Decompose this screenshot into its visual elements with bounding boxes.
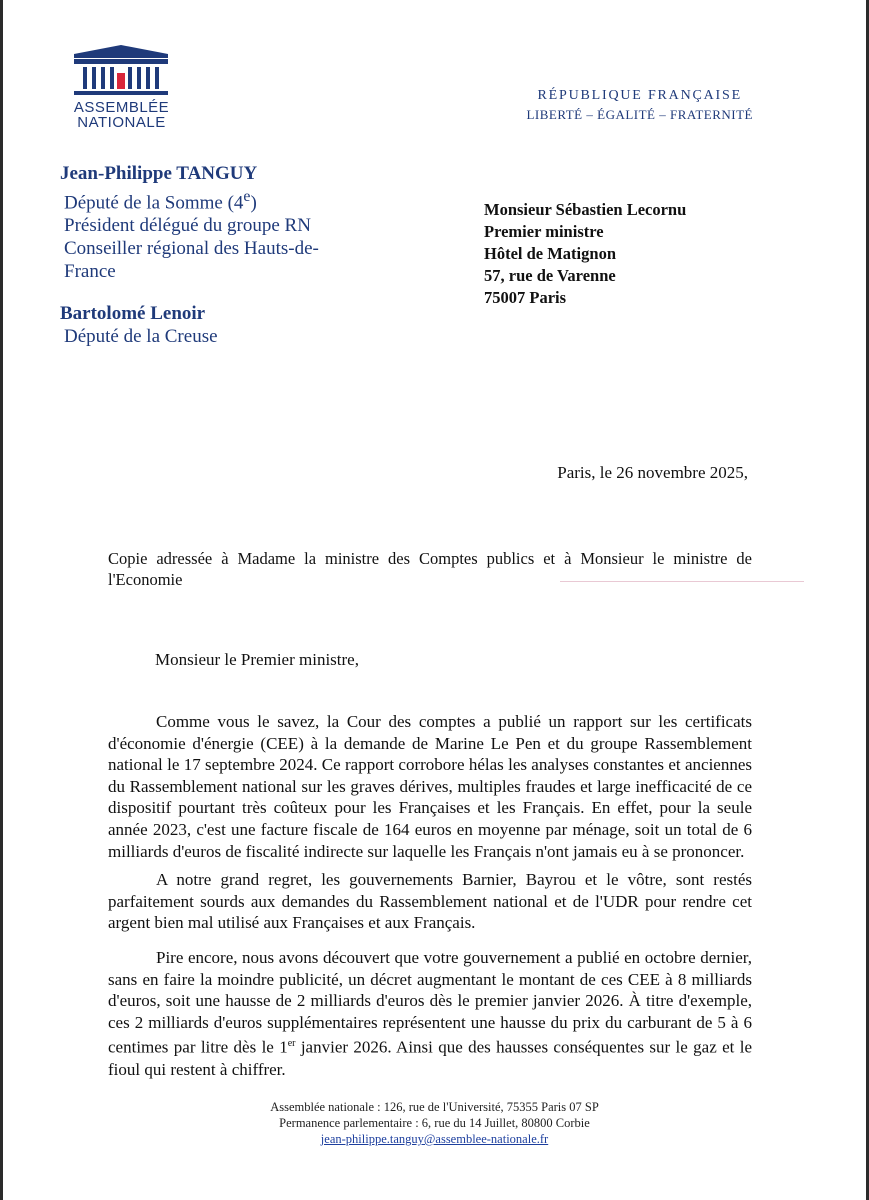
footer-email-link[interactable]: jean-philippe.tanguy@assemblee-nationale.fr <box>320 1132 549 1146</box>
sender-block-1 <box>60 162 354 283</box>
body-paragraph-3 <box>108 947 752 1080</box>
letter-footer <box>0 1099 869 1147</box>
copy-notice: Copie adressée à Madame la ministre des Comptes publics et à Monsieur le ministre de l'Economie <box>108 549 752 589</box>
paragraph-text: A notre grand regret, les gouvernements Barnier, Bayrou et le vôtre, sont restés parfaitement sourds aux demandes du Rassemblement national et de l'UDR pour rendre cet argent bien mal utilisé aux Françaises et aux Français. <box>108 870 752 933</box>
logo-line-2: NATIONALE <box>77 114 166 131</box>
sender-role: Député de la Somme (4e) <box>64 188 257 214</box>
decorative-rule <box>560 581 804 582</box>
body-paragraph-1 <box>108 711 752 862</box>
paragraph-text: Comme vous le savez, la Cour des comptes a publié un rapport sur les certificats d'économie d'énergie (CEE) à la demande de Marine Le Pen et du groupe Rassemblement national le 17 septembre 2024. Ce rapport corrobore hélas les analyses constantes et anciennes du Rassemblement national sur les graves dérives, multiples fraudes et large inefficacité de ce dispositif pourtant très coûteux pour les Françaises et les Français. En effet, pour la seule année 2023, c'est une facture fiscale de 164 euros en moyenne par ménage, soit un total de 6 milliards d'euros de fiscalité indirecte sur laquelle les Français n'ont jamais eu à se prononcer. <box>108 712 752 861</box>
sender-name: Bartolomé Lenoir <box>60 303 206 324</box>
sender-name: Jean-Philippe TANGUY <box>60 163 258 184</box>
recipient-address <box>484 199 686 309</box>
republic-motto: LIBERTÉ – ÉGALITÉ – FRATERNITÉ <box>526 107 753 122</box>
body-paragraph-2 <box>108 869 752 934</box>
recipient-building: Hôtel de Matignon <box>484 244 616 263</box>
logo-wordmark <box>64 100 179 130</box>
letter-date: Paris, le 26 novembre 2025, <box>557 463 748 482</box>
republic-name: RÉPUBLIQUE FRANÇAISE <box>537 88 742 103</box>
footer-permanence: Permanence parlementaire : 6, rue du 14 Juillet, 80800 Corbie <box>279 1116 590 1130</box>
sender-block-2 <box>60 302 354 348</box>
recipient-street: 57, rue de Varenne <box>484 266 616 285</box>
left-border <box>0 0 3 1200</box>
recipient-name: Monsieur Sébastien Lecornu <box>484 200 687 219</box>
recipient-title: Premier ministre <box>484 222 604 241</box>
recipient-city: 75007 Paris <box>484 288 567 307</box>
paragraph-text: Pire encore, nous avons découvert que votre gouvernement a publié en octobre dernier, sans en faire la moindre publicité, un décret augmentant le montant de ces CEE à 8 milliards d'euros, soit une hausse de 2 milliards d'euros dès le premier janvier 2026. À titre d'exemple, ces 2 milliards d'euros supplémentaires représentent une hausse du prix du carburant de 5 à 6 centimes par litre dès le 1er janvier 2026. Ainsi que des hausses conséquentes sur le gaz et le fioul qui restent à chiffrer. <box>108 948 753 1079</box>
logo-line-1: ASSEMBLÉE <box>73 99 170 116</box>
republic-header <box>526 88 753 123</box>
sender-role: Conseiller régional des Hauts-de-France <box>64 238 319 283</box>
footer-address: Assemblée nationale : 126, rue de l'Université, 75355 Paris 07 SP <box>270 1100 599 1114</box>
salutation: Monsieur le Premier ministre, <box>155 650 359 669</box>
sender-role: Président délégué du groupe RN <box>64 215 311 237</box>
sender-role: Député de la Creuse <box>64 326 218 347</box>
